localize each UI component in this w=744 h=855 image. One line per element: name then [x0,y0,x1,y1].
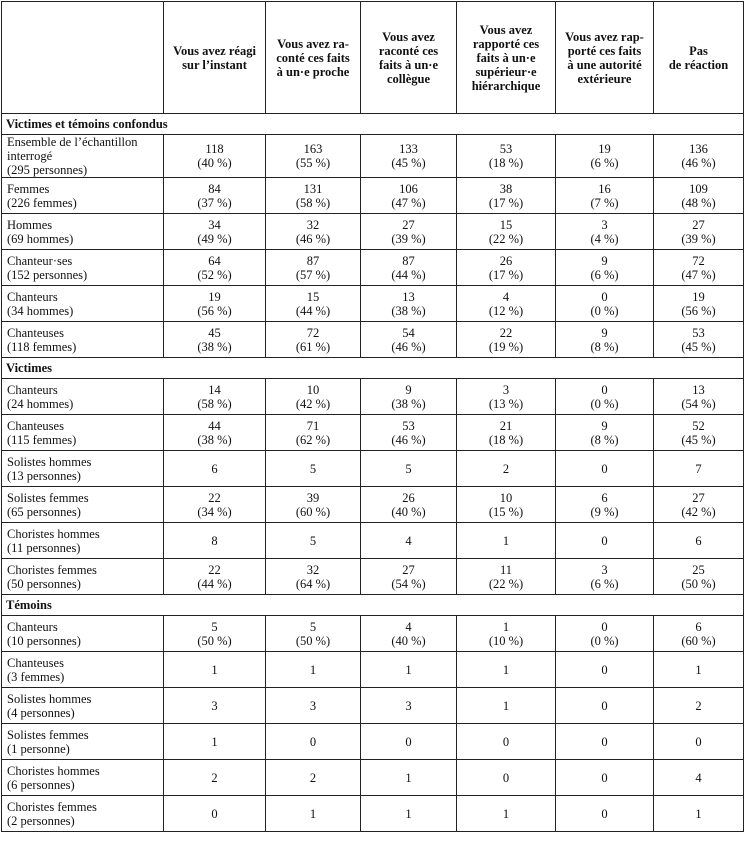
table-cell: 19 (6 %) [556,135,654,178]
table-cell: 136 (46 %) [654,135,744,178]
row-label: Chanteurs (10 personnes) [2,616,164,652]
table-cell: 5 [266,451,361,487]
table-cell: 6 (9 %) [556,487,654,523]
table-cell: 1 [266,796,361,832]
row-label: Solistes hommes (4 personnes) [2,688,164,724]
table-row [2,523,744,559]
row-label: Solistes femmes (1 personne) [2,724,164,760]
table-cell: 0 [654,724,744,760]
table-cell: 1 [361,796,457,832]
row-label: Choristes hommes (6 personnes) [2,760,164,796]
table-cell: 5 (50 %) [164,616,266,652]
column-header: Vous avez réagi sur l’instant [164,2,266,114]
table-cell: 26 (40 %) [361,487,457,523]
table-cell: 15 (44 %) [266,286,361,322]
table-cell: 19 (56 %) [164,286,266,322]
table-row [2,379,744,415]
table-cell: 0 (0 %) [556,379,654,415]
table-cell: 0 [164,796,266,832]
table-row [2,135,744,178]
row-label: Chanteuses (3 femmes) [2,652,164,688]
table-row [2,286,744,322]
table-cell: 0 [556,724,654,760]
table-cell: 6 [164,451,266,487]
results-table [1,1,744,832]
table-cell: 0 (0 %) [556,286,654,322]
table-cell: 3 (4 %) [556,214,654,250]
table-cell: 0 [556,451,654,487]
table-cell: 32 (64 %) [266,559,361,595]
table-cell: 0 [556,652,654,688]
table-cell: 9 (8 %) [556,415,654,451]
table-cell: 16 (7 %) [556,178,654,214]
row-label: Chanteuses (118 femmes) [2,322,164,358]
table-cell: 1 [654,652,744,688]
table-cell: 54 (46 %) [361,322,457,358]
row-label: Femmes (226 femmes) [2,178,164,214]
table-cell: 106 (47 %) [361,178,457,214]
section-row [2,595,744,616]
table-cell: 9 (6 %) [556,250,654,286]
table-row [2,652,744,688]
table-cell: 5 [361,451,457,487]
section-row [2,358,744,379]
section-title: Témoins [2,595,744,616]
table-cell: 1 [457,523,556,559]
table-cell: 87 (57 %) [266,250,361,286]
section-title: Victimes et témoins confondus [2,114,744,135]
table-cell: 38 (17 %) [457,178,556,214]
table-cell: 3 [361,688,457,724]
corner-cell [2,2,164,114]
table-cell: 9 (38 %) [361,379,457,415]
column-header: Pas de réaction [654,2,744,114]
table-cell: 9 (8 %) [556,322,654,358]
table-row [2,796,744,832]
table-cell: 15 (22 %) [457,214,556,250]
table-cell: 3 (6 %) [556,559,654,595]
table-cell: 71 (62 %) [266,415,361,451]
table-cell: 0 [556,760,654,796]
table-cell: 1 [164,652,266,688]
row-label: Solistes hommes (13 personnes) [2,451,164,487]
row-label: Hommes (69 hommes) [2,214,164,250]
table-cell: 53 (45 %) [654,322,744,358]
row-label: Choristes femmes (2 personnes) [2,796,164,832]
table-cell: 22 (34 %) [164,487,266,523]
table-cell: 163 (55 %) [266,135,361,178]
table-cell: 2 [266,760,361,796]
table-cell: 32 (46 %) [266,214,361,250]
table-row [2,322,744,358]
table-cell: 44 (38 %) [164,415,266,451]
table-row [2,487,744,523]
table-cell: 1 [457,796,556,832]
table-cell: 0 [556,523,654,559]
table-cell: 1 [266,652,361,688]
row-label: Choristes hommes (11 personnes) [2,523,164,559]
table-cell: 27 (39 %) [361,214,457,250]
table-row [2,616,744,652]
table-row [2,760,744,796]
header-row [2,2,744,114]
table-cell: 4 [361,523,457,559]
table-cell: 14 (58 %) [164,379,266,415]
table-row [2,724,744,760]
row-label: Ensemble de l’échantillon interrogé (295 personnes) [2,135,164,178]
table-row [2,451,744,487]
row-label: Choristes femmes (50 personnes) [2,559,164,595]
table-cell: 53 (18 %) [457,135,556,178]
section-title: Victimes [2,358,744,379]
table-cell: 0 [361,724,457,760]
table-row [2,415,744,451]
table-cell: 8 [164,523,266,559]
table-cell: 11 (22 %) [457,559,556,595]
table-cell: 1 [654,796,744,832]
table-cell: 2 [654,688,744,724]
table-cell: 4 [654,760,744,796]
table-row [2,559,744,595]
table-cell: 6 (60 %) [654,616,744,652]
row-label: Solistes femmes (65 personnes) [2,487,164,523]
table-cell: 0 [556,688,654,724]
table-cell: 64 (52 %) [164,250,266,286]
table-cell: 22 (44 %) [164,559,266,595]
table-cell: 34 (49 %) [164,214,266,250]
table-cell: 5 [266,523,361,559]
table-cell: 131 (58 %) [266,178,361,214]
table-cell: 45 (38 %) [164,322,266,358]
table-cell: 109 (48 %) [654,178,744,214]
table-cell: 27 (54 %) [361,559,457,595]
table-cell: 0 [556,796,654,832]
table-cell: 10 (15 %) [457,487,556,523]
column-header: Vous avez ra- conté ces faits à un·e proche [266,2,361,114]
table-row [2,688,744,724]
table-cell: 7 [654,451,744,487]
table-cell: 1 (10 %) [457,616,556,652]
table-cell: 21 (18 %) [457,415,556,451]
table-cell: 0 (0 %) [556,616,654,652]
table-row [2,214,744,250]
row-label: Chanteur·ses (152 personnes) [2,250,164,286]
row-label: Chanteurs (34 hommes) [2,286,164,322]
table-cell: 39 (60 %) [266,487,361,523]
table-cell: 53 (46 %) [361,415,457,451]
table-cell: 6 [654,523,744,559]
table-cell: 84 (37 %) [164,178,266,214]
table-row [2,250,744,286]
table-cell: 25 (50 %) [654,559,744,595]
table-cell: 118 (40 %) [164,135,266,178]
table-cell: 1 [361,760,457,796]
table-cell: 1 [457,652,556,688]
table-cell: 3 [266,688,361,724]
table-cell: 19 (56 %) [654,286,744,322]
table-cell: 1 [457,688,556,724]
table-cell: 1 [361,652,457,688]
row-label: Chanteurs (24 hommes) [2,379,164,415]
table-cell: 133 (45 %) [361,135,457,178]
table-cell: 27 (42 %) [654,487,744,523]
table-cell: 4 (12 %) [457,286,556,322]
table-cell: 52 (45 %) [654,415,744,451]
table-cell: 22 (19 %) [457,322,556,358]
section-row [2,114,744,135]
table-cell: 2 [164,760,266,796]
table-cell: 2 [457,451,556,487]
table-cell: 10 (42 %) [266,379,361,415]
table-cell: 3 (13 %) [457,379,556,415]
table-cell: 4 (40 %) [361,616,457,652]
column-header: Vous avez rapporté ces faits à un·e supérieur·e hiérarchique [457,2,556,114]
table-cell: 13 (38 %) [361,286,457,322]
table-cell: 0 [457,760,556,796]
table-cell: 3 [164,688,266,724]
table-row [2,178,744,214]
table-cell: 26 (17 %) [457,250,556,286]
table-cell: 72 (61 %) [266,322,361,358]
column-header: Vous avez rap- porté ces faits à une autorité extérieure [556,2,654,114]
table-cell: 1 [164,724,266,760]
table-body [2,114,744,832]
table-cell: 13 (54 %) [654,379,744,415]
row-label: Chanteuses (115 femmes) [2,415,164,451]
table-cell: 0 [266,724,361,760]
table-cell: 72 (47 %) [654,250,744,286]
table-cell: 5 (50 %) [266,616,361,652]
column-header: Vous avez raconté ces faits à un·e collègue [361,2,457,114]
table-cell: 0 [457,724,556,760]
table-cell: 87 (44 %) [361,250,457,286]
table-cell: 27 (39 %) [654,214,744,250]
